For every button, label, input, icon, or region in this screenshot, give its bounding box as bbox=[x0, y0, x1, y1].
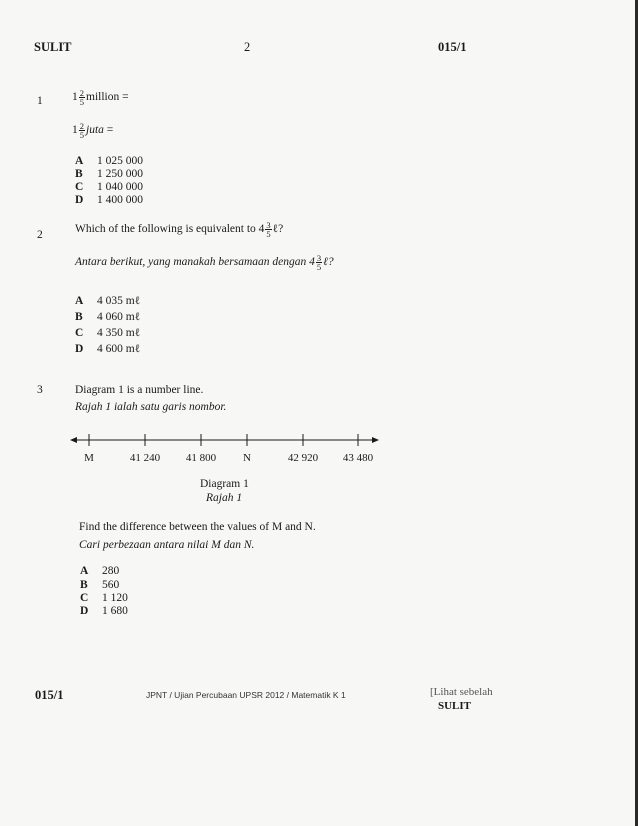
header-code: 015/1 bbox=[438, 40, 467, 54]
footer-sulit: SULIT bbox=[438, 700, 472, 712]
option-text: 4 060 mℓ bbox=[97, 311, 141, 323]
option-text: 1 250 000 bbox=[97, 168, 143, 180]
option-text: 1 025 000 bbox=[97, 155, 143, 167]
number-line-right-arrow bbox=[372, 437, 379, 443]
q2-number: 2 bbox=[37, 229, 43, 241]
option-letter: C bbox=[75, 327, 84, 339]
q1-fraction-den: 5 bbox=[79, 97, 84, 107]
q1-text-en bbox=[72, 89, 129, 106]
option-letter: D bbox=[75, 194, 84, 206]
option-text: 1 120 bbox=[102, 592, 128, 604]
q3-option-a[interactable] bbox=[80, 565, 119, 577]
option-text: 280 bbox=[102, 565, 120, 577]
number-line-label-n: N bbox=[243, 452, 251, 464]
number-line bbox=[70, 430, 380, 454]
q1-number: 1 bbox=[37, 95, 43, 107]
number-line-label-m: M bbox=[84, 452, 94, 464]
header-sulit: SULIT bbox=[34, 40, 72, 54]
q1-ms-fraction-num: 2 bbox=[79, 121, 84, 131]
option-letter: A bbox=[80, 565, 89, 577]
q1-option-b[interactable] bbox=[75, 168, 143, 180]
number-line-label-42920: 42 920 bbox=[287, 452, 319, 464]
q1-ms-fraction bbox=[79, 122, 85, 139]
diagram-caption-en: Diagram 1 bbox=[200, 478, 249, 490]
q2-ms-fraction-num: 3 bbox=[316, 253, 322, 263]
option-letter: A bbox=[75, 295, 84, 307]
option-text: 4 035 mℓ bbox=[97, 295, 141, 307]
option-text: 4 600 mℓ bbox=[97, 343, 141, 355]
footer-code: 015/1 bbox=[35, 688, 64, 702]
q1-option-c[interactable] bbox=[75, 181, 143, 193]
q3-question-ms: Cari perbezaan antara nilai M dan N. bbox=[79, 539, 255, 551]
footer-title: JPNT / Ujian Percubaan UPSR 2012 / Matematik K 1 bbox=[146, 690, 346, 700]
q3-option-b[interactable] bbox=[80, 579, 119, 591]
q1-ms-suffix: juta bbox=[86, 124, 104, 137]
q3-number: 3 bbox=[37, 384, 43, 396]
q1-whole: 1 bbox=[72, 91, 78, 104]
q3-option-c[interactable] bbox=[80, 592, 128, 604]
q1-ms-whole: 1 bbox=[72, 124, 78, 137]
q2-fraction-den: 5 bbox=[266, 229, 271, 239]
q1-ms-eq: = bbox=[106, 124, 114, 137]
number-line-label-43480: 43 480 bbox=[342, 452, 374, 464]
q2-ms-prefix: Antara berikut, yang manakah bersamaan dengan 4 bbox=[75, 256, 315, 269]
q2-option-c[interactable] bbox=[75, 327, 140, 339]
option-letter: C bbox=[80, 592, 89, 604]
diagram-caption-ms: Rajah 1 bbox=[206, 492, 243, 504]
option-text: 1 400 000 bbox=[97, 194, 143, 206]
q1-text-ms bbox=[72, 122, 113, 139]
number-line-label-41800: 41 800 bbox=[185, 452, 217, 464]
q2-fraction bbox=[265, 221, 271, 238]
q3-option-d[interactable] bbox=[80, 605, 128, 617]
q2-ms-fraction-den: 5 bbox=[316, 262, 322, 272]
q3-question-en: Find the difference between the values of M and N. bbox=[79, 521, 316, 533]
page-number: 2 bbox=[244, 40, 251, 54]
q3-intro-ms: Rajah 1 ialah satu garis nombor. bbox=[75, 401, 227, 413]
q2-en-prefix: Which of the following is equivalent to 4 bbox=[75, 223, 265, 236]
option-letter: D bbox=[75, 343, 84, 355]
option-letter: B bbox=[75, 168, 83, 180]
option-letter: B bbox=[80, 579, 88, 591]
q2-text-en bbox=[75, 221, 283, 238]
q1-fraction-num: 2 bbox=[79, 88, 84, 98]
q1-option-a[interactable] bbox=[75, 155, 143, 167]
number-line-left-arrow bbox=[70, 437, 77, 443]
option-letter: C bbox=[75, 181, 84, 193]
option-text: 1 040 000 bbox=[97, 181, 143, 193]
q1-en-suffix: million = bbox=[86, 91, 129, 104]
number-line-label-41240: 41 240 bbox=[129, 452, 161, 464]
q2-ms-fraction bbox=[316, 254, 322, 271]
q1-option-d[interactable] bbox=[75, 194, 143, 206]
footer-lihat-sebelah: [Lihat sebelah bbox=[430, 686, 493, 698]
q2-option-b[interactable] bbox=[75, 311, 140, 323]
q1-fraction bbox=[79, 89, 85, 106]
q2-ms-unit: ℓ? bbox=[323, 256, 334, 269]
q2-unit: ℓ? bbox=[272, 223, 284, 236]
option-text: 560 bbox=[102, 579, 120, 591]
option-text: 1 680 bbox=[102, 605, 128, 617]
option-letter: B bbox=[75, 311, 83, 323]
q1-ms-fraction-den: 5 bbox=[79, 130, 84, 140]
option-letter: D bbox=[80, 605, 89, 617]
option-text: 4 350 mℓ bbox=[97, 327, 141, 339]
q2-fraction-num: 3 bbox=[266, 220, 271, 230]
option-letter: A bbox=[75, 155, 84, 167]
q3-intro-en: Diagram 1 is a number line. bbox=[75, 384, 204, 396]
q2-option-d[interactable] bbox=[75, 343, 140, 355]
q2-option-a[interactable] bbox=[75, 295, 140, 307]
q2-text-ms bbox=[75, 254, 334, 271]
